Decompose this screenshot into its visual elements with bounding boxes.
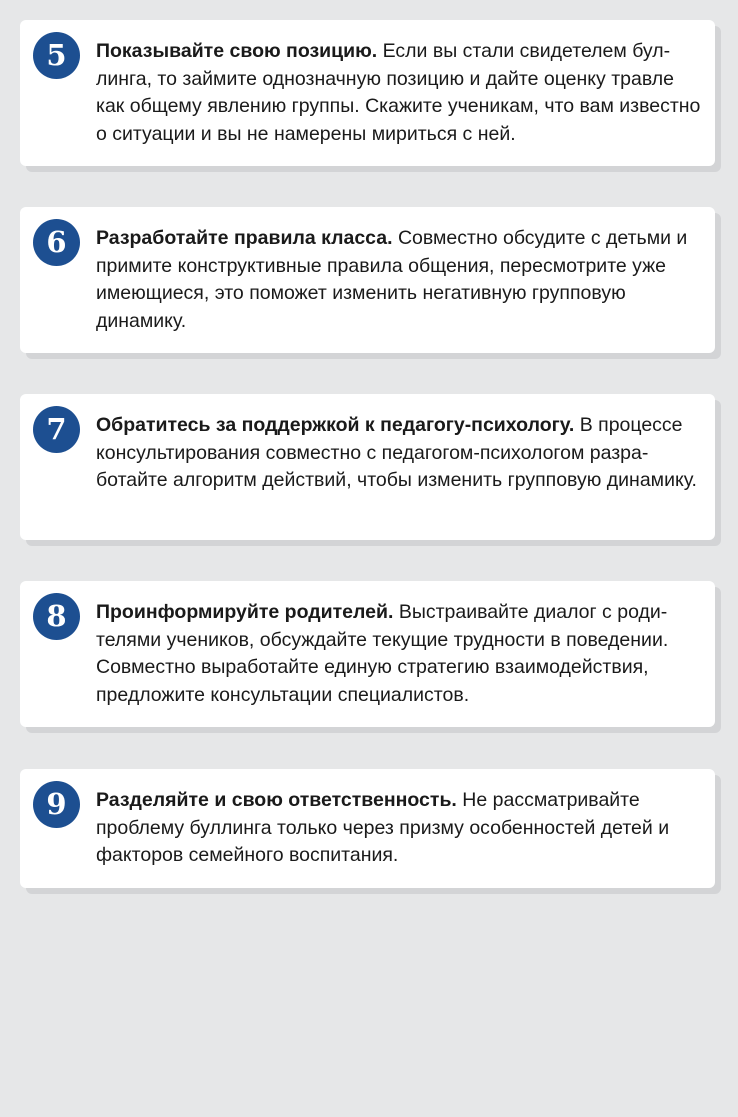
tip-card-9 xyxy=(20,769,715,888)
tip-body: В процессе консультирования совместно с педагогом-психологом разработайте алгоритм действий, чтобы изменить групповую динамику. xyxy=(96,414,697,491)
tip-number-badge: 6 xyxy=(33,219,80,266)
tip-card-7 xyxy=(20,394,715,540)
tip-text xyxy=(96,38,701,148)
tip-number-badge: 5 xyxy=(33,32,80,79)
tip-text xyxy=(96,787,701,870)
tip-card-8 xyxy=(20,581,715,727)
tip-body: Не рассматривайте проблему буллинга только через призму особенностей детей и факторов семейного воспитания. xyxy=(96,789,670,866)
tip-body: Совместно обсудите с детьми и примите конструктивные правила общения, пересмотрите уже имеющиеся, это поможет изменить негативную групповую динамику. xyxy=(96,227,688,332)
tip-text xyxy=(96,225,701,335)
tip-title: Проинформируйте родителей. xyxy=(96,601,394,623)
tip-number-badge: 8 xyxy=(33,593,80,640)
tip-title: Показывайте свою позицию. xyxy=(96,40,378,62)
tip-body: Выстраивайте диалог с родителями учеников, обсуждайте текущие трудности в поведении. Совместно выработайте единую стратегию взаимодействия, предложите консультации специалистов. xyxy=(96,601,669,706)
tip-body: Если вы стали свидетелем буллинга, то займите однозначную позицию и дайте оценку травле как общему явлению группы. Скажите ученикам, что вам известно о ситуации и вы не намерены мириться с ней. xyxy=(96,40,701,145)
tip-card-5 xyxy=(20,20,715,166)
tip-title: Разделяйте и свою ответственность. xyxy=(96,789,457,811)
tip-card-6 xyxy=(20,207,715,353)
tip-text xyxy=(96,599,701,709)
tip-title: Обратитесь за поддержкой к педагогу-психологу. xyxy=(96,414,575,436)
tip-text xyxy=(96,412,701,495)
tip-title: Разработайте правила класса. xyxy=(96,227,393,249)
tip-number-badge: 7 xyxy=(33,406,80,453)
tip-number-badge: 9 xyxy=(33,781,80,828)
